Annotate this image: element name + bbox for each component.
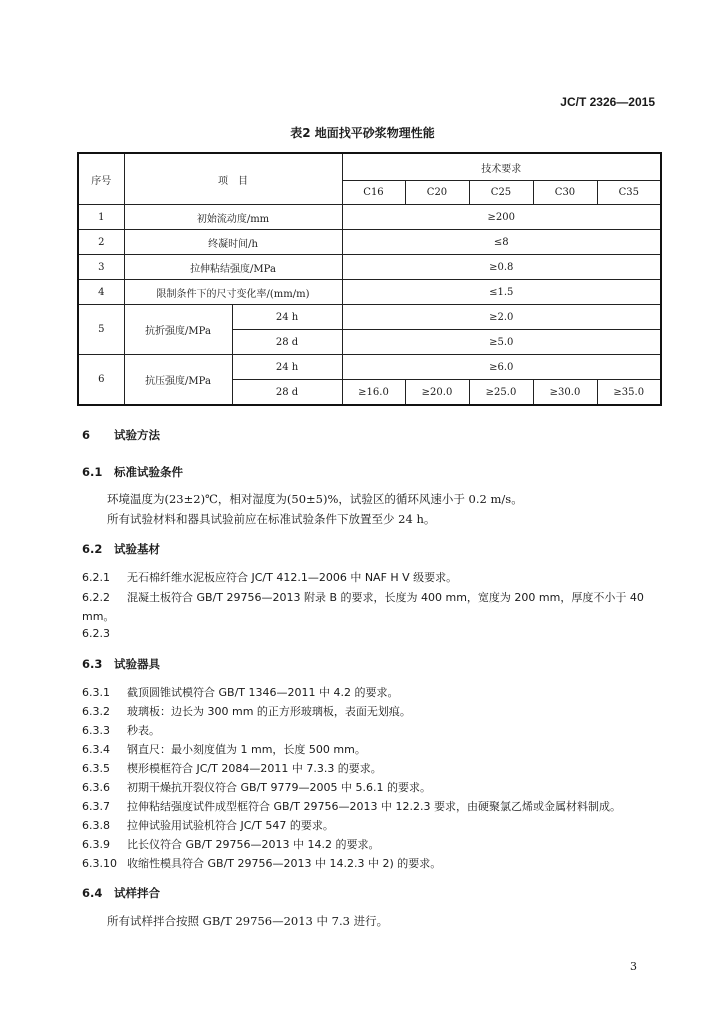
clause-text: 混凝土板符合 GB/T 29756—2013 附录 B 的要求，长度为 400 mm，宽度为 200 mm，厚度不小于 40 mm。: [82, 591, 644, 623]
clause: [82, 817, 334, 833]
clause: [82, 722, 160, 738]
row-item: 初始流动度/mm: [124, 205, 342, 230]
clause-number: 6.2.3: [82, 627, 110, 640]
row-item: 抗折强度/MPa: [124, 305, 232, 355]
clause: [82, 741, 366, 757]
row-item: 拉伸粘结强度/MPa: [124, 255, 342, 280]
section-number: 6: [82, 428, 91, 442]
section-number: 6.1: [82, 465, 103, 479]
clause: [82, 836, 379, 852]
table-row: [78, 355, 661, 380]
clause: [82, 760, 382, 776]
grade-value: ≥35.0: [597, 380, 661, 406]
clause-number: 6.3.8: [82, 819, 110, 832]
section-heading: [82, 656, 160, 672]
clause-number: 6.3.6: [82, 781, 110, 794]
row-seq: 5: [78, 305, 124, 355]
section-heading: [82, 885, 160, 901]
clause: [82, 588, 657, 626]
section-title: 试验器具: [114, 657, 160, 671]
clause-text: 楔形模框符合 JC/T 2084—2011 中 7.3.3 的要求。: [127, 762, 382, 775]
clause: [82, 798, 621, 814]
grade-header: C16: [342, 181, 405, 205]
clause-number: 6.3.1: [82, 686, 110, 699]
row-age: 28 d: [232, 380, 342, 406]
row-seq: 6: [78, 355, 124, 406]
clause: [82, 569, 457, 585]
clause-number: 6.3.7: [82, 800, 110, 813]
clause-number: 6.2.2: [82, 591, 110, 604]
section-title: 试样拌合: [114, 886, 160, 900]
grade-header: C30: [533, 181, 597, 205]
section-heading: [82, 464, 183, 480]
clause-number: 6.3.4: [82, 743, 110, 756]
row-age: 24 h: [232, 305, 342, 330]
clause: [82, 779, 431, 795]
row-value: ≥0.8: [342, 255, 661, 280]
table-row: [78, 205, 661, 230]
clause: [82, 684, 398, 700]
header-seq: 序号: [78, 153, 124, 205]
clause-number: 6.3.2: [82, 705, 110, 718]
clause: [82, 627, 127, 640]
row-item: 限制条件下的尺寸变化率/(mm/m): [124, 280, 342, 305]
section-title: 标准试验条件: [114, 465, 183, 479]
page-number: 3: [630, 960, 637, 973]
header-item: 项 目: [124, 153, 342, 205]
row-item: 终凝时间/h: [124, 230, 342, 255]
clause-text: 初期干燥抗开裂仪符合 GB/T 9779—2005 中 5.6.1 的要求。: [127, 781, 431, 794]
clause-text: 拉伸试验用试验机符合 JC/T 547 的要求。: [127, 819, 334, 832]
section-number: 6.2: [82, 542, 103, 556]
paragraph: 所有试样拌合按照 GB/T 29756—2013 中 7.3 进行。: [107, 914, 389, 928]
table-row: [78, 305, 661, 330]
row-item: 抗压强度/MPa: [124, 355, 232, 406]
grade-value: ≥25.0: [469, 380, 533, 406]
grade-header: C35: [597, 181, 661, 205]
grade-value: ≥20.0: [405, 380, 469, 406]
row-age: 28 d: [232, 330, 342, 355]
clause-text: 收缩性模具符合 GB/T 29756—2013 中 14.2.3 中 2) 的要求。: [127, 857, 442, 870]
clause: [82, 855, 441, 871]
clause-number: 6.3.9: [82, 838, 110, 851]
table-row: [78, 280, 661, 305]
grade-header: C25: [469, 181, 533, 205]
section-heading: [82, 541, 160, 557]
clause-number: 6.2.1: [82, 571, 110, 584]
section-number: 6.4: [82, 886, 103, 900]
clause-text: 钢直尺：最小刻度值为 1 mm，长度 500 mm。: [127, 743, 366, 756]
row-value: ≥6.0: [342, 355, 661, 380]
row-seq: 1: [78, 205, 124, 230]
section-title: 试验方法: [114, 428, 160, 442]
paragraph: 所有试验材料和器具试验前应在标准试验条件下放置至少 24 h。: [107, 512, 436, 526]
row-seq: 2: [78, 230, 124, 255]
row-value: ≥2.0: [342, 305, 661, 330]
clause-text: 比长仪符合 GB/T 29756—2013 中 14.2 的要求。: [127, 838, 380, 851]
clause-number: 6.3.10: [82, 857, 117, 870]
clause-text: 截顶圆锥试模符合 GB/T 1346—2011 中 4.2 的要求。: [127, 686, 399, 699]
standard-code: JC/T 2326—2015: [560, 95, 655, 109]
clause-number: 6.3.5: [82, 762, 110, 775]
clause: [82, 703, 411, 719]
clause-text: 秒表。: [127, 724, 160, 737]
grade-value: ≥16.0: [342, 380, 405, 406]
row-value: ≤8: [342, 230, 661, 255]
row-seq: 3: [78, 255, 124, 280]
clause-text: 拉伸粘结强度试件成型框符合 GB/T 29756—2013 中 12.2.3 要求，由硬聚氯乙烯或金属材料制成。: [127, 800, 621, 813]
row-value: ≤1.5: [342, 280, 661, 305]
row-age: 24 h: [232, 355, 342, 380]
section-title: 试验基材: [114, 542, 160, 556]
clause-text: 无石棉纤维水泥板应符合 JC/T 412.1—2006 中 NAF H V 级要求。: [127, 571, 458, 584]
properties-table: [77, 152, 662, 406]
table-row: [78, 230, 661, 255]
paragraph: 环境温度为(23±2)℃，相对湿度为(50±5)%，试验区的循环风速小于 0.2 m/s。: [107, 492, 523, 506]
clause-number: 6.3.3: [82, 724, 110, 737]
grade-value: ≥30.0: [533, 380, 597, 406]
header-requirement: 技术要求: [342, 153, 661, 181]
section-heading: [82, 427, 160, 443]
table-row: [78, 255, 661, 280]
row-value: ≥200: [342, 205, 661, 230]
clause-text: 玻璃板：边长为 300 mm 的正方形玻璃板，表面无划痕。: [127, 705, 411, 718]
row-seq: 4: [78, 280, 124, 305]
row-value: ≥5.0: [342, 330, 661, 355]
section-number: 6.3: [82, 657, 103, 671]
grade-header: C20: [405, 181, 469, 205]
table-title: 表2 地面找平砂浆物理性能: [290, 126, 435, 140]
